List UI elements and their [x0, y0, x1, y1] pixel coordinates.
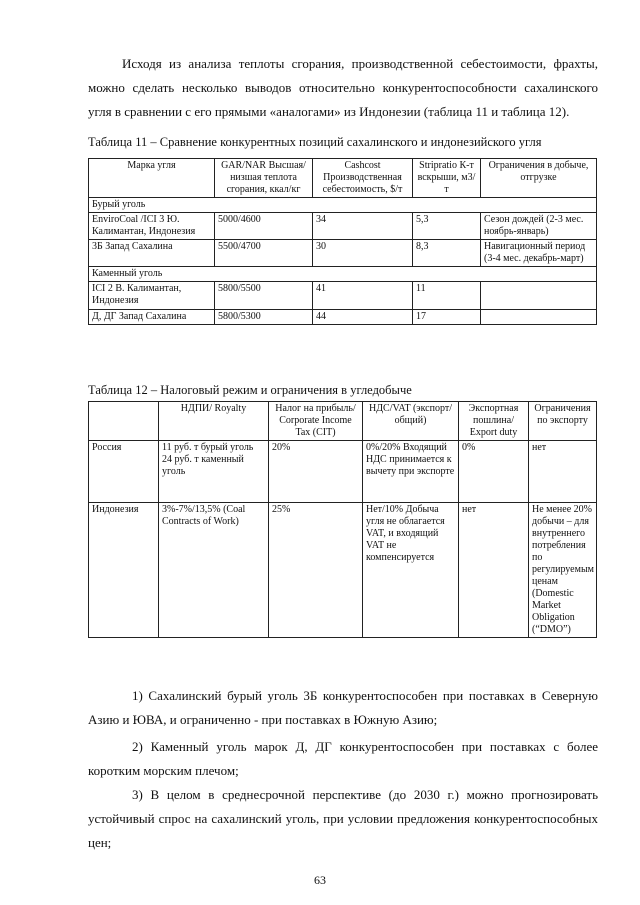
table12-header-cell: Налог на прибыль/ Corporate Income Tax (CIT) — [269, 402, 363, 441]
intro-paragraph: Исходя из анализа теплоты сгорания, производственной себестоимости, фрахты, можно сделать несколько выводов относительно конкурентоспособности сахалинского угля в сравнении с его прямыми «аналогами» из Индонезии (таблица 11 и таблица 12). — [88, 56, 598, 119]
table-row — [89, 503, 597, 638]
table-cell: 44 — [313, 310, 413, 325]
table11-header-cell: Ограничения в добыче, отгрузке — [481, 159, 597, 198]
table-cell: 0% — [459, 441, 529, 503]
table-cell: 3%-7%/13,5% (Coal Contracts of Work) — [159, 503, 269, 638]
table12 — [88, 401, 597, 638]
table11-group-row — [89, 267, 597, 282]
group-label: Каменный уголь — [89, 267, 597, 282]
table11 — [88, 158, 597, 325]
table-cell: 5800/5300 — [215, 310, 313, 325]
table-cell — [481, 310, 597, 325]
table-cell: 11 руб. т бурый уголь 24 руб. т каменный уголь — [159, 441, 269, 503]
table-cell: 5500/4700 — [215, 240, 313, 267]
table-cell: 30 — [313, 240, 413, 267]
table11-header-cell: GAR/NAR Высшая/низшая теплота сгорания, ккал/кг — [215, 159, 313, 198]
table-cell: 3Б Запад Сахалина — [89, 240, 215, 267]
table12-header-cell — [89, 402, 159, 441]
group-label: Бурый уголь — [89, 198, 597, 213]
table-cell: 11 — [413, 282, 481, 310]
table12-header-cell: НДС/VAT (экспорт/общий) — [363, 402, 459, 441]
table-cell: Д, ДГ Запад Сахалина — [89, 310, 215, 325]
table-cell: нет — [459, 503, 529, 638]
table-cell: 25% — [269, 503, 363, 638]
table-cell: 17 — [413, 310, 481, 325]
table-cell: 5800/5500 — [215, 282, 313, 310]
table-cell: Индонезия — [89, 503, 159, 638]
table12-header-row — [89, 402, 597, 441]
table-row — [89, 240, 597, 267]
table-cell: Не менее 20% добычи – для внутреннего потребления по регулируемым ценам (Domestic Market Obligation (“DMO”) — [529, 503, 597, 638]
table11-header-row — [89, 159, 597, 198]
table-cell: EnviroCoal /ICI 3 Ю. Калимантан, Индонезия — [89, 213, 215, 240]
table-cell: Нет/10% Добыча угля не облагается VAT, и входящий VAT не компенсируется — [363, 503, 459, 638]
table-cell: 41 — [313, 282, 413, 310]
table-row — [89, 213, 597, 240]
table12-header-cell: Ограничения по экспорту — [529, 402, 597, 441]
table-cell: 5,3 — [413, 213, 481, 240]
table-cell — [481, 282, 597, 310]
table-row — [89, 282, 597, 310]
table-row — [89, 441, 597, 503]
table-cell: Россия — [89, 441, 159, 503]
table-cell: Сезон дождей (2-3 мес. ноябрь-январь) — [481, 213, 597, 240]
table-cell: нет — [529, 441, 597, 503]
table-cell: 0%/20% Входящий НДС принимается к вычету при экспорте — [363, 441, 459, 503]
table-cell: 5000/4600 — [215, 213, 313, 240]
table-cell: 20% — [269, 441, 363, 503]
table11-header-cell: Марка угля — [89, 159, 215, 198]
table-cell: Навигационный период (3-4 мес. декабрь-март) — [481, 240, 597, 267]
conclusion-item: 3) В целом в среднесрочной перспективе (до 2030 г.) можно прогнозировать устойчивый спрос на сахалинский уголь, при условии предложения конкурентоспособных цен; — [88, 787, 598, 850]
table12-header-cell: Экспортная пошлина/ Export duty — [459, 402, 529, 441]
table-row — [89, 310, 597, 325]
table-cell: ICI 2 В. Калимантан, Индонезия — [89, 282, 215, 310]
table-cell: 34 — [313, 213, 413, 240]
table11-header-cell: Cashcost Производственная себестоимость, $/т — [313, 159, 413, 198]
table-cell: 8,3 — [413, 240, 481, 267]
table11-group-row — [89, 198, 597, 213]
conclusion-item: 1) Сахалинский бурый уголь 3Б конкурентоспособен при поставках в Северную Азию и ЮВА, и ограниченно - при поставках в Южную Азию; — [88, 688, 598, 727]
table12-header-cell: НДПИ/ Royalty — [159, 402, 269, 441]
page-number: 63 — [314, 873, 326, 887]
conclusion-item: 2) Каменный уголь марок Д, ДГ конкурентоспособен при поставках с более коротким морским плечом; — [88, 739, 598, 778]
table12-caption: Таблица 12 – Налоговый режим и ограничения в угледобыче — [88, 383, 412, 397]
table11-caption: Таблица 11 – Сравнение конкурентных позиций сахалинского и индонезийского угля — [88, 135, 542, 149]
table11-header-cell: Stripratio К-т вскрыши, м3/т — [413, 159, 481, 198]
